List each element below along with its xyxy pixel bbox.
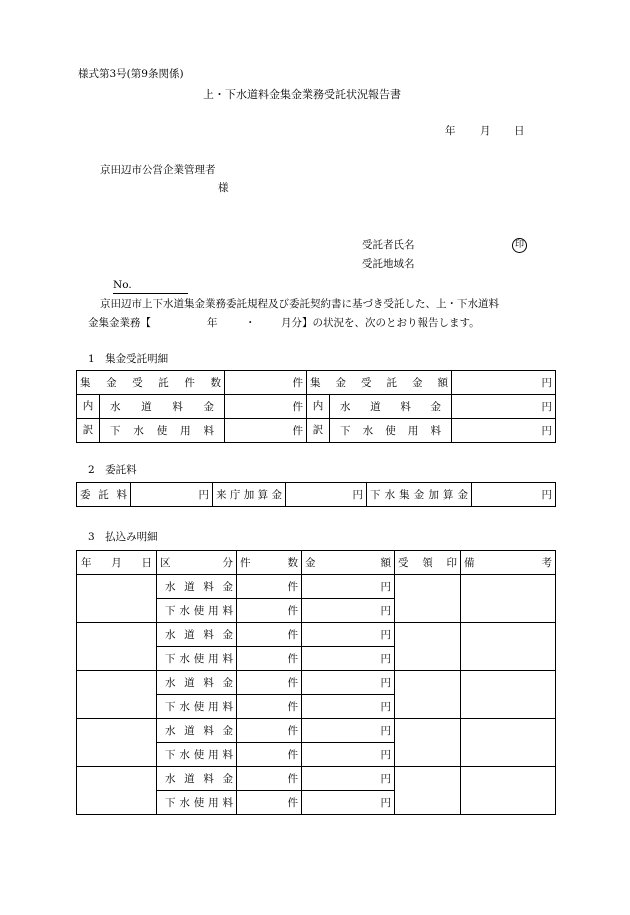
- sewer-count-cell[interactable]: 件: [225, 419, 307, 443]
- office-visit-cell[interactable]: 円: [286, 483, 367, 507]
- payment-detail-table: [76, 550, 556, 815]
- payment-amount-cell[interactable]: 円: [302, 671, 395, 695]
- payment-count-cell[interactable]: 件: [237, 575, 302, 599]
- payment-seal-cell[interactable]: [395, 695, 461, 719]
- payment-remarks-cell[interactable]: [461, 647, 556, 671]
- payment-date-cell[interactable]: [77, 599, 157, 623]
- payment-count-cell[interactable]: 件: [237, 767, 302, 791]
- payment-row: [77, 575, 556, 599]
- commission-fee-cell[interactable]: 円: [131, 483, 213, 507]
- water-fee-label-2: 水道料金: [340, 401, 441, 413]
- payment-date-cell[interactable]: [77, 791, 157, 815]
- payment-row: [77, 623, 556, 647]
- payment-remarks-cell[interactable]: [461, 719, 556, 743]
- summary-sewer-row: [77, 419, 556, 443]
- payment-date-cell[interactable]: [77, 743, 157, 767]
- date-header-day: 日: [141, 557, 152, 569]
- payment-seal-cell[interactable]: [395, 719, 461, 743]
- wake-label-2: 訳: [307, 419, 330, 442]
- payment-category-cell: 下水使用料: [157, 599, 237, 623]
- payment-remarks-cell[interactable]: [461, 743, 556, 767]
- payment-date-cell[interactable]: [77, 695, 157, 719]
- contractor-name-label: 受託者氏名: [362, 239, 415, 251]
- payment-category-cell: 下水使用料: [157, 743, 237, 767]
- count-header: 件数: [237, 551, 302, 575]
- sewer-fee-label: 下水使用料: [110, 425, 214, 437]
- payment-remarks-cell[interactable]: [461, 599, 556, 623]
- sewer-collection-cell[interactable]: 円: [472, 483, 556, 507]
- payment-date-cell[interactable]: [77, 647, 157, 671]
- seal-header: 受領印: [395, 551, 461, 575]
- payment-seal-cell[interactable]: [395, 575, 461, 599]
- payment-count-cell[interactable]: 件: [237, 671, 302, 695]
- payment-count-cell[interactable]: 件: [237, 719, 302, 743]
- amount-header: 金額: [302, 551, 395, 575]
- payment-remarks-cell[interactable]: [461, 623, 556, 647]
- payment-amount-cell[interactable]: 円: [302, 719, 395, 743]
- body-line-2-dot: ・: [245, 317, 256, 329]
- document-title: 上・下水道料金集金業務受託状況報告書: [203, 88, 401, 101]
- payment-count-cell[interactable]: 件: [237, 623, 302, 647]
- commission-row: [77, 483, 556, 507]
- date-month-label: 月: [480, 125, 491, 137]
- section1-title: 1 集金受託明細: [88, 353, 169, 365]
- payment-amount-cell[interactable]: 円: [302, 791, 395, 815]
- water-amount-cell[interactable]: 円: [452, 395, 556, 419]
- office-visit-label: 来庁加算金: [213, 483, 286, 507]
- section3-title: 3 払込み明細: [88, 531, 158, 543]
- payment-date-cell[interactable]: [77, 767, 157, 791]
- commission-table: [76, 482, 556, 507]
- addressee-name: 京田辺市公営企業管理者: [100, 164, 216, 176]
- payment-amount-cell[interactable]: 円: [302, 743, 395, 767]
- payment-seal-cell[interactable]: [395, 743, 461, 767]
- water-count-label: [77, 395, 225, 419]
- section2-title: 2 委託料: [88, 464, 137, 476]
- payment-remarks-cell[interactable]: [461, 791, 556, 815]
- payment-row: [77, 647, 556, 671]
- payment-amount-cell[interactable]: 円: [302, 575, 395, 599]
- date-day-label: 日: [514, 125, 525, 137]
- date-header-year: 年: [81, 557, 92, 569]
- water-amount-label: [307, 395, 452, 419]
- payment-row: [77, 791, 556, 815]
- payment-category-cell: 水道料金: [157, 671, 237, 695]
- seal-mark-icon: 印: [512, 238, 527, 253]
- payment-category-cell: 水道料金: [157, 623, 237, 647]
- form-number: 様式第3号(第9条関係): [78, 68, 184, 80]
- payment-remarks-cell[interactable]: [461, 767, 556, 791]
- summary-water-row: [77, 395, 556, 419]
- date-year-label: 年: [445, 125, 456, 137]
- payment-seal-cell[interactable]: [395, 671, 461, 695]
- payment-category-cell: 下水使用料: [157, 791, 237, 815]
- uchi-label-2: 内: [307, 395, 330, 418]
- water-fee-label: 水道料金: [110, 401, 214, 413]
- report-number-label: No.: [113, 279, 132, 291]
- water-count-cell[interactable]: 件: [225, 395, 307, 419]
- payment-amount-cell[interactable]: 円: [302, 767, 395, 791]
- sewer-count-label: [77, 419, 225, 443]
- sewer-amount-cell[interactable]: 円: [452, 419, 556, 443]
- wake-label: 訳: [77, 419, 100, 442]
- payment-amount-cell[interactable]: 円: [302, 695, 395, 719]
- total-amount-cell[interactable]: 円: [452, 371, 556, 395]
- collection-summary-table: [76, 370, 556, 443]
- payment-amount-cell[interactable]: 円: [302, 623, 395, 647]
- payment-date-cell[interactable]: [77, 623, 157, 647]
- payment-row: [77, 599, 556, 623]
- payment-date-cell[interactable]: [77, 719, 157, 743]
- payment-row: [77, 743, 556, 767]
- payment-seal-cell[interactable]: [395, 791, 461, 815]
- sewer-fee-label-2: 下水使用料: [340, 425, 441, 437]
- uchi-label: 内: [77, 395, 100, 418]
- payment-seal-cell[interactable]: [395, 623, 461, 647]
- payment-category-cell: 水道料金: [157, 719, 237, 743]
- sewer-amount-label: [307, 419, 452, 443]
- payment-remarks-cell[interactable]: [461, 695, 556, 719]
- payment-row: [77, 671, 556, 695]
- body-line-2-start: 金集金業務【: [88, 317, 151, 329]
- payment-count-cell[interactable]: 件: [237, 599, 302, 623]
- payment-category-cell: 水道料金: [157, 575, 237, 599]
- payment-category-cell: 下水使用料: [157, 695, 237, 719]
- summary-total-row: [77, 371, 556, 395]
- payment-amount-cell[interactable]: 円: [302, 647, 395, 671]
- payment-seal-cell[interactable]: [395, 767, 461, 791]
- payment-count-cell[interactable]: 件: [237, 743, 302, 767]
- payment-row: [77, 719, 556, 743]
- total-count-cell[interactable]: 件: [225, 371, 307, 395]
- report-number: [113, 280, 188, 294]
- remarks-header: 備考: [461, 551, 556, 575]
- date-header-month: 月: [111, 557, 122, 569]
- payment-count-cell[interactable]: 件: [237, 695, 302, 719]
- payment-category-cell: 水道料金: [157, 767, 237, 791]
- payment-count-cell[interactable]: 件: [237, 647, 302, 671]
- count-label: 集金受託件数: [77, 371, 225, 395]
- body-line-1: 京田辺市上下水道集金業務委託規程及び委託契約書に基づき受託した、上・下水道料: [100, 298, 499, 310]
- payment-amount-cell[interactable]: 円: [302, 599, 395, 623]
- payment-category-cell: 下水使用料: [157, 647, 237, 671]
- body-line-2-year: 年: [207, 317, 218, 329]
- addressee-honorific: 様: [218, 182, 229, 194]
- date-header: [77, 551, 157, 575]
- payment-row: [77, 695, 556, 719]
- payment-count-cell[interactable]: 件: [237, 791, 302, 815]
- payment-remarks-cell[interactable]: [461, 671, 556, 695]
- payment-header-row: [77, 551, 556, 575]
- payment-seal-cell[interactable]: [395, 599, 461, 623]
- amount-label: 集金受託金額: [307, 371, 452, 395]
- sewer-collection-label: 下水集金加算金: [367, 483, 472, 507]
- contractor-area-label: 受託地域名: [362, 258, 415, 270]
- commission-fee-label: 委託料: [77, 483, 131, 507]
- payment-seal-cell[interactable]: [395, 647, 461, 671]
- payment-date-cell[interactable]: [77, 575, 157, 599]
- payment-remarks-cell[interactable]: [461, 575, 556, 599]
- payment-date-cell[interactable]: [77, 671, 157, 695]
- payment-row: [77, 767, 556, 791]
- category-header: 区分: [157, 551, 237, 575]
- body-line-2-end: 月分】の状況を、次のとおり報告します。: [281, 317, 480, 329]
